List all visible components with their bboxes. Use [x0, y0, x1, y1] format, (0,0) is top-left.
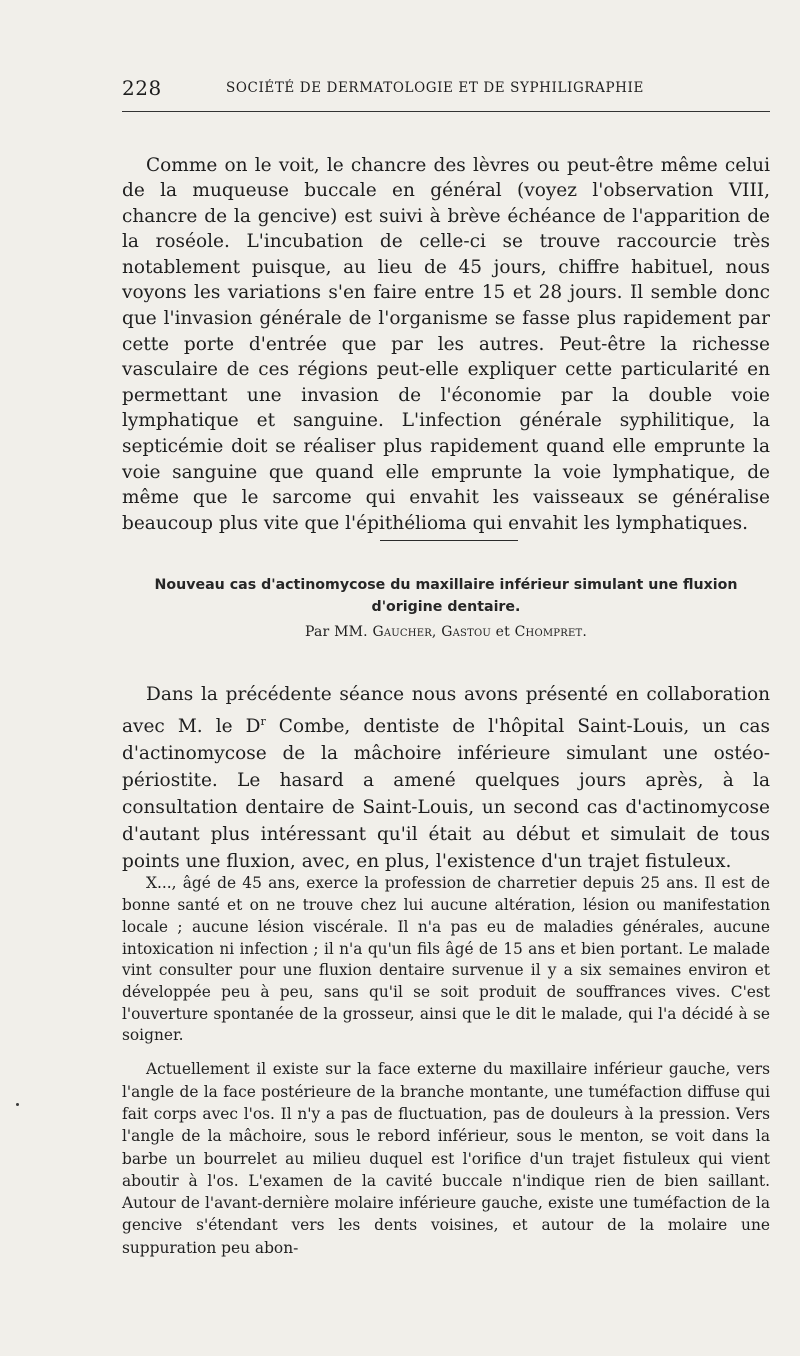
author-name: Chompret: [514, 624, 583, 640]
closing-paragraph: Comme on le voit, le chancre des lèvres ou peut-être même celui de la muqueuse buccale en général (voyez l'observation VIII, chancre de la gencive) est suivi à brève échéance de l'apparition de la roséole. L'incubation de celle-ci se trouve raccourcie très notablement puisque, au lieu de 45 jours, chiffre habituel, nous voyons les variations s'en faire entre 15 et 28 jours. Il semble donc que l'invasion générale de l'organisme se fasse plus rapidement par cette porte d'entrée que par les autres. Peut-être la richesse vasculaire de ces régions peut-elle expliquer cette particularité en permettant une invasion de l'économie par la double voie lymphatique et sanguine. L'infection générale syphilitique, la septicémie doit se réaliser plus rapidement quand elle emprunte la voie sanguine que quand elle emprunte la voie lymphatique, de même que le sarcome qui envahit les vaisseaux se généralise beaucoup plus vite que l'épithélioma qui envahit les lymphatiques.: [122, 154, 770, 534]
author-name: Gaucher: [372, 624, 432, 640]
doctor-abbrev-sup: r: [260, 714, 266, 728]
case-history-paragraph: X..., âgé de 45 ans, exerce la profession de charretier depuis 25 ans. Il est de bonne santé et on ne trouve chez lui aucune altération, lésion ou manifestation locale ; aucune lésion viscérale. Il n'a pas eu de maladies générales, aucune intoxication ni infection ; il n'a qu'un fils âgé de 15 ans et bien portant. Le malade vint consulter pour une fluxion dentaire survenue il y a six semaines environ et développée peu à peu, sans qu'il se soit produit de souffrances vives. C'est l'ouverture spontanée de la grosseur, ainsi que le dit le malade, qui l'a décidé à se soigner.: [122, 874, 770, 1045]
author-name: Gastou: [441, 624, 491, 640]
intro-text: Dans la précédente séance nous avons présenté en collaboration avec M. le D: [122, 683, 770, 737]
running-head: [122, 76, 770, 100]
running-title: SOCIÉTÉ DE DERMATOLOGIE ET DE SYPHILIGRAPHIE: [226, 80, 644, 96]
intro-text-cont: Combe, dentiste de l'hôpital Saint-Louis, un cas d'actinomycose de la mâchoire inférieure simulant une ostéo-périostite. Le hasard a amené quelques jours après, à la consultation dentaire de Saint-Louis, un second cas d'actinomycose d'autant plus intéressant qu'il était au début et simulait de tous points une fluxion, avec, en plus, l'existence d'un trajet fistuleux.: [122, 715, 771, 872]
article-title: Nouveau cas d'actinomycose du maxillaire inférieur simulant une fluxion d'origine dentaire.: [154, 577, 738, 615]
examination-paragraph: Actuellement il existe sur la face externe du maxillaire inférieur gauche, vers l'angle de la face postérieure de la branche montante, une tuméfaction diffuse qui fait corps avec l'os. Il n'y a pas de fluctuation, pas de douleurs à la pression. Vers l'angle de la mâchoire, sous le rebord inférieur, sous le menton, se voit dans la barbe un bourrelet au milieu duquel est l'orifice d'un trajet fistuleux qui vient aboutir à l'os. L'examen de la cavité buccale n'indique rien de bien saillant. Autour de l'avant-dernière molaire inférieure gauche, existe une tuméfaction de la gencive s'étendant vers les dents voisines, et autour de la molaire une suppuration peu abon-: [122, 1060, 770, 1257]
section-separator: [380, 540, 518, 541]
article-authors: Par MM. Gaucher, Gastou et Chompret.: [305, 624, 587, 640]
page-number: 228: [122, 76, 162, 100]
margin-speck: [16, 1103, 19, 1106]
intro-paragraph: [122, 681, 770, 875]
authors-prefix: Par MM.: [305, 624, 368, 640]
header-rule: [122, 111, 770, 112]
